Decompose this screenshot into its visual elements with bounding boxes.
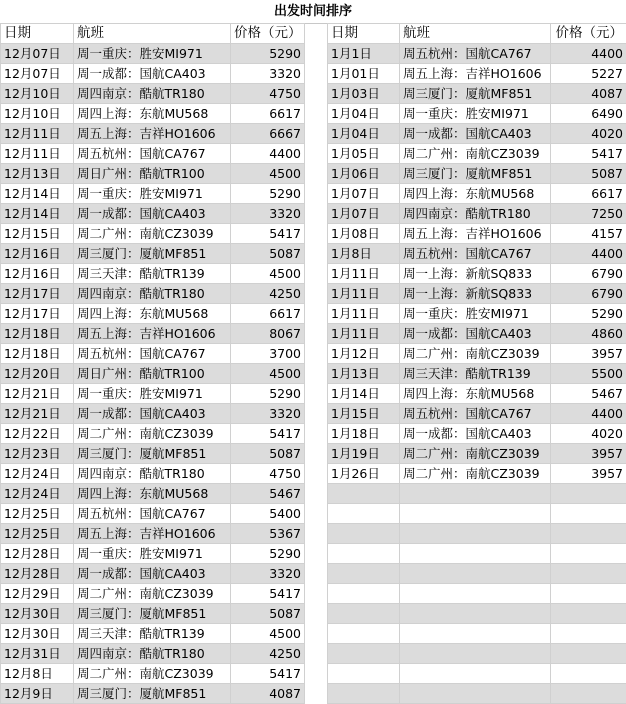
date-cell: 12月24日 — [1, 464, 74, 484]
table-row — [328, 184, 626, 204]
table-row — [1, 504, 305, 524]
table-row — [328, 444, 626, 464]
flight-cell: 周五上海：吉祥HO1606 — [400, 224, 551, 244]
price-cell: 5290 — [231, 544, 305, 564]
price-cell: 6617 — [551, 184, 626, 204]
table-row — [328, 504, 626, 524]
date-cell: 12月28日 — [1, 564, 74, 584]
price-cell: 5290 — [551, 304, 626, 324]
flight-cell: 周四南京：酷航TR180 — [74, 84, 231, 104]
price-cell: 6617 — [231, 304, 305, 324]
flight-cell: 周一成都：国航CA403 — [400, 124, 551, 144]
right-table — [327, 23, 626, 704]
date-cell: 12月14日 — [1, 184, 74, 204]
price-cell — [551, 484, 626, 504]
date-cell: 1月12日 — [328, 344, 400, 364]
flight-cell: 周五杭州：国航CA767 — [74, 344, 231, 364]
table-row — [1, 264, 305, 284]
price-cell: 5367 — [231, 524, 305, 544]
date-cell — [328, 524, 400, 544]
flight-cell: 周五上海：吉祥HO1606 — [74, 124, 231, 144]
table-row — [328, 124, 626, 144]
table-row — [328, 604, 626, 624]
price-cell: 5417 — [231, 424, 305, 444]
table-row — [1, 124, 305, 144]
header-row — [1, 24, 305, 44]
flight-cell: 周二广州：南航CZ3039 — [74, 424, 231, 444]
price-cell: 6617 — [231, 104, 305, 124]
price-cell: 8067 — [231, 324, 305, 344]
flight-cell: 周一成都：国航CA403 — [74, 64, 231, 84]
price-cell — [551, 564, 626, 584]
table-row — [1, 344, 305, 364]
flight-cell: 周二广州：南航CZ3039 — [400, 344, 551, 364]
price-cell: 5087 — [551, 164, 626, 184]
date-cell: 12月30日 — [1, 604, 74, 624]
date-cell: 1月18日 — [328, 424, 400, 444]
date-cell: 1月04日 — [328, 104, 400, 124]
flight-cell: 周一重庆：胜安MI971 — [74, 544, 231, 564]
table-row — [328, 464, 626, 484]
date-cell: 12月17日 — [1, 304, 74, 324]
table-row — [328, 324, 626, 344]
price-cell: 4400 — [551, 44, 626, 64]
flight-cell: 周二广州：南航CZ3039 — [400, 444, 551, 464]
price-cell: 5417 — [551, 144, 626, 164]
flight-cell: 周五杭州：国航CA767 — [400, 244, 551, 264]
table-row — [1, 684, 305, 704]
price-cell: 3957 — [551, 344, 626, 364]
flight-cell: 周五杭州：国航CA767 — [74, 504, 231, 524]
date-cell: 12月29日 — [1, 584, 74, 604]
table-row — [1, 284, 305, 304]
table-row — [1, 464, 305, 484]
header-flight: 航班 — [400, 24, 551, 44]
date-cell: 1月19日 — [328, 444, 400, 464]
table-row — [1, 144, 305, 164]
flight-cell — [400, 604, 551, 624]
table-row — [328, 104, 626, 124]
table-row — [328, 224, 626, 244]
table-row — [1, 304, 305, 324]
table-row — [328, 164, 626, 184]
flight-cell: 周一重庆：胜安MI971 — [400, 304, 551, 324]
flight-cell: 周五上海：吉祥HO1606 — [74, 524, 231, 544]
table-row — [328, 44, 626, 64]
price-cell — [551, 544, 626, 564]
date-cell: 12月28日 — [1, 544, 74, 564]
flight-cell: 周五上海：吉祥HO1606 — [74, 324, 231, 344]
price-cell: 3320 — [231, 204, 305, 224]
date-cell — [328, 644, 400, 664]
table-row — [1, 444, 305, 464]
price-cell: 5290 — [231, 184, 305, 204]
price-cell — [551, 524, 626, 544]
left-table — [0, 23, 305, 704]
table-row — [1, 324, 305, 344]
table-row — [328, 664, 626, 684]
date-cell: 1月11日 — [328, 264, 400, 284]
price-cell: 5290 — [231, 44, 305, 64]
date-cell: 1月13日 — [328, 364, 400, 384]
date-cell: 12月13日 — [1, 164, 74, 184]
price-cell: 3957 — [551, 464, 626, 484]
flight-cell — [400, 664, 551, 684]
table-row — [328, 404, 626, 424]
date-cell: 12月10日 — [1, 84, 74, 104]
flight-cell: 周三厦门：厦航MF851 — [74, 684, 231, 704]
price-cell: 5500 — [551, 364, 626, 384]
date-cell: 12月22日 — [1, 424, 74, 444]
flight-cell — [400, 684, 551, 704]
table-row — [1, 224, 305, 244]
table-row — [1, 364, 305, 384]
table-row — [1, 404, 305, 424]
table-row — [328, 344, 626, 364]
flight-cell: 周二广州：南航CZ3039 — [400, 464, 551, 484]
date-cell: 12月21日 — [1, 404, 74, 424]
date-cell: 12月17日 — [1, 284, 74, 304]
price-cell: 5087 — [231, 444, 305, 464]
price-cell — [551, 604, 626, 624]
table-row — [1, 544, 305, 564]
date-cell: 1月11日 — [328, 304, 400, 324]
flight-cell: 周三厦门：厦航MF851 — [400, 84, 551, 104]
date-cell: 1月05日 — [328, 144, 400, 164]
price-cell: 4750 — [231, 84, 305, 104]
price-cell: 5227 — [551, 64, 626, 84]
header-row — [328, 24, 626, 44]
date-cell: 1月11日 — [328, 284, 400, 304]
price-cell: 4400 — [551, 244, 626, 264]
date-cell: 1月14日 — [328, 384, 400, 404]
date-cell: 12月31日 — [1, 644, 74, 664]
price-cell: 5417 — [231, 664, 305, 684]
flight-cell: 周日广州：酷航TR100 — [74, 164, 231, 184]
table-row — [328, 424, 626, 444]
table-row — [1, 84, 305, 104]
table-row — [1, 564, 305, 584]
table-row — [328, 244, 626, 264]
table-row — [328, 684, 626, 704]
flight-cell: 周三厦门：厦航MF851 — [74, 444, 231, 464]
table-row — [1, 584, 305, 604]
date-cell: 12月07日 — [1, 44, 74, 64]
table-row — [328, 644, 626, 664]
date-cell: 12月25日 — [1, 504, 74, 524]
price-cell: 5087 — [231, 244, 305, 264]
date-cell: 1月01日 — [328, 64, 400, 84]
flight-cell: 周一成都：国航CA403 — [74, 564, 231, 584]
flight-cell: 周三厦门：厦航MF851 — [400, 164, 551, 184]
table-row — [328, 624, 626, 644]
table-row — [1, 64, 305, 84]
date-cell: 1月07日 — [328, 184, 400, 204]
date-cell: 12月18日 — [1, 324, 74, 344]
flight-cell: 周五杭州：国航CA767 — [400, 44, 551, 64]
price-cell: 5417 — [231, 584, 305, 604]
flight-cell — [400, 504, 551, 524]
flight-cell: 周二广州：南航CZ3039 — [74, 224, 231, 244]
price-cell: 4087 — [231, 684, 305, 704]
date-cell: 12月07日 — [1, 64, 74, 84]
flight-cell: 周五杭州：国航CA767 — [74, 144, 231, 164]
table-row — [328, 304, 626, 324]
header-price: 价格（元） — [231, 24, 305, 44]
table-row — [1, 244, 305, 264]
table-row — [328, 284, 626, 304]
flight-cell: 周四上海：东航MU568 — [74, 484, 231, 504]
date-cell — [328, 484, 400, 504]
header-price: 价格（元） — [551, 24, 626, 44]
flight-cell: 周三天津：酷航TR139 — [400, 364, 551, 384]
date-cell: 12月15日 — [1, 224, 74, 244]
date-cell: 12月30日 — [1, 624, 74, 644]
flight-cell: 周三厦门：厦航MF851 — [74, 604, 231, 624]
flight-cell: 周四上海：东航MU568 — [74, 304, 231, 324]
price-cell: 4087 — [551, 84, 626, 104]
flight-cell — [400, 524, 551, 544]
price-cell: 5290 — [231, 384, 305, 404]
date-cell: 12月23日 — [1, 444, 74, 464]
price-cell — [551, 644, 626, 664]
table-row — [1, 104, 305, 124]
date-cell: 12月16日 — [1, 264, 74, 284]
flight-cell: 周二广州：南航CZ3039 — [74, 584, 231, 604]
flight-cell: 周一上海：新航SQ833 — [400, 264, 551, 284]
table-row — [1, 44, 305, 64]
price-cell — [551, 624, 626, 644]
flight-cell: 周一成都：国航CA403 — [74, 404, 231, 424]
sheet-title: 出发时间排序 — [0, 0, 626, 24]
date-cell — [328, 544, 400, 564]
date-cell: 12月9日 — [1, 684, 74, 704]
flight-cell: 周四南京：酷航TR180 — [400, 204, 551, 224]
price-cell: 4500 — [231, 364, 305, 384]
date-cell: 12月21日 — [1, 384, 74, 404]
flight-cell — [400, 564, 551, 584]
price-cell: 4020 — [551, 124, 626, 144]
header-flight: 航班 — [74, 24, 231, 44]
date-cell — [328, 504, 400, 524]
table-row — [1, 604, 305, 624]
flight-cell — [400, 644, 551, 664]
table-row — [328, 544, 626, 564]
date-cell: 12月11日 — [1, 124, 74, 144]
flight-cell: 周一重庆：胜安MI971 — [74, 44, 231, 64]
price-cell — [551, 684, 626, 704]
price-cell: 3700 — [231, 344, 305, 364]
table-row — [328, 204, 626, 224]
date-cell: 12月8日 — [1, 664, 74, 684]
flight-cell: 周一成都：国航CA403 — [400, 324, 551, 344]
flight-cell: 周日广州：酷航TR100 — [74, 364, 231, 384]
date-cell: 1月07日 — [328, 204, 400, 224]
table-row — [328, 564, 626, 584]
price-cell: 5467 — [551, 384, 626, 404]
date-cell: 1月08日 — [328, 224, 400, 244]
table-row — [328, 584, 626, 604]
header-date: 日期 — [328, 24, 400, 44]
table-row — [1, 524, 305, 544]
table-row — [1, 184, 305, 204]
flight-cell — [400, 544, 551, 564]
date-cell: 12月16日 — [1, 244, 74, 264]
price-cell: 5417 — [231, 224, 305, 244]
price-cell: 4500 — [231, 624, 305, 644]
date-cell: 1月1日 — [328, 44, 400, 64]
date-cell: 12月11日 — [1, 144, 74, 164]
table-row — [1, 644, 305, 664]
table-row — [1, 164, 305, 184]
price-cell: 6490 — [551, 104, 626, 124]
date-cell: 12月14日 — [1, 204, 74, 224]
price-cell: 3320 — [231, 404, 305, 424]
flight-cell: 周四南京：酷航TR180 — [74, 464, 231, 484]
date-cell: 1月8日 — [328, 244, 400, 264]
table-row — [328, 84, 626, 104]
flight-cell: 周二广州：南航CZ3039 — [400, 144, 551, 164]
price-cell: 4250 — [231, 284, 305, 304]
price-cell — [551, 664, 626, 684]
price-cell: 4400 — [231, 144, 305, 164]
table-row — [328, 264, 626, 284]
price-cell: 3957 — [551, 444, 626, 464]
price-cell: 4500 — [231, 264, 305, 284]
flight-cell: 周四上海：东航MU568 — [74, 104, 231, 124]
date-cell — [328, 584, 400, 604]
price-cell: 3320 — [231, 64, 305, 84]
price-cell — [551, 584, 626, 604]
table-row — [1, 204, 305, 224]
date-cell: 12月10日 — [1, 104, 74, 124]
flight-cell: 周三厦门：厦航MF851 — [74, 244, 231, 264]
date-cell — [328, 624, 400, 644]
price-cell: 6667 — [231, 124, 305, 144]
date-cell: 1月26日 — [328, 464, 400, 484]
date-cell: 1月11日 — [328, 324, 400, 344]
flight-cell — [400, 584, 551, 604]
flight-cell: 周一重庆：胜安MI971 — [400, 104, 551, 124]
flight-cell: 周一成都：国航CA403 — [400, 424, 551, 444]
flight-cell: 周五上海：吉祥HO1606 — [400, 64, 551, 84]
date-cell: 12月24日 — [1, 484, 74, 504]
date-cell — [328, 664, 400, 684]
flight-cell: 周一重庆：胜安MI971 — [74, 184, 231, 204]
table-row — [328, 144, 626, 164]
flight-cell: 周三天津：酷航TR139 — [74, 264, 231, 284]
header-date: 日期 — [1, 24, 74, 44]
date-cell — [328, 684, 400, 704]
table-row — [328, 364, 626, 384]
flight-cell: 周一上海：新航SQ833 — [400, 284, 551, 304]
price-cell: 4860 — [551, 324, 626, 344]
price-cell: 4750 — [231, 464, 305, 484]
date-cell: 12月18日 — [1, 344, 74, 364]
flight-cell: 周一成都：国航CA403 — [74, 204, 231, 224]
flight-cell: 周五杭州：国航CA767 — [400, 404, 551, 424]
flight-cell — [400, 624, 551, 644]
date-cell: 1月03日 — [328, 84, 400, 104]
flight-cell: 周三天津：酷航TR139 — [74, 624, 231, 644]
price-cell: 5400 — [231, 504, 305, 524]
date-cell — [328, 604, 400, 624]
flight-cell: 周四南京：酷航TR180 — [74, 284, 231, 304]
table-row — [328, 384, 626, 404]
price-cell: 4157 — [551, 224, 626, 244]
price-cell — [551, 504, 626, 524]
price-cell: 6790 — [551, 264, 626, 284]
flight-cell — [400, 484, 551, 504]
flight-cell: 周四上海：东航MU568 — [400, 384, 551, 404]
price-cell: 4020 — [551, 424, 626, 444]
flight-cell: 周四上海：东航MU568 — [400, 184, 551, 204]
price-cell: 5467 — [231, 484, 305, 504]
table-row — [328, 524, 626, 544]
price-cell: 4250 — [231, 644, 305, 664]
table-row — [1, 424, 305, 444]
date-cell — [328, 564, 400, 584]
table-row — [1, 484, 305, 504]
date-cell: 12月20日 — [1, 364, 74, 384]
flight-cell: 周一重庆：胜安MI971 — [74, 384, 231, 404]
price-cell: 5087 — [231, 604, 305, 624]
table-row — [328, 64, 626, 84]
date-cell: 1月06日 — [328, 164, 400, 184]
price-cell: 7250 — [551, 204, 626, 224]
date-cell: 12月25日 — [1, 524, 74, 544]
table-row — [1, 664, 305, 684]
price-cell: 4500 — [231, 164, 305, 184]
price-cell: 6790 — [551, 284, 626, 304]
price-cell: 3320 — [231, 564, 305, 584]
table-row — [328, 484, 626, 504]
date-cell: 1月15日 — [328, 404, 400, 424]
flight-cell: 周二广州：南航CZ3039 — [74, 664, 231, 684]
table-row — [1, 384, 305, 404]
price-cell: 4400 — [551, 404, 626, 424]
flight-cell: 周四南京：酷航TR180 — [74, 644, 231, 664]
table-row — [1, 624, 305, 644]
date-cell: 1月04日 — [328, 124, 400, 144]
